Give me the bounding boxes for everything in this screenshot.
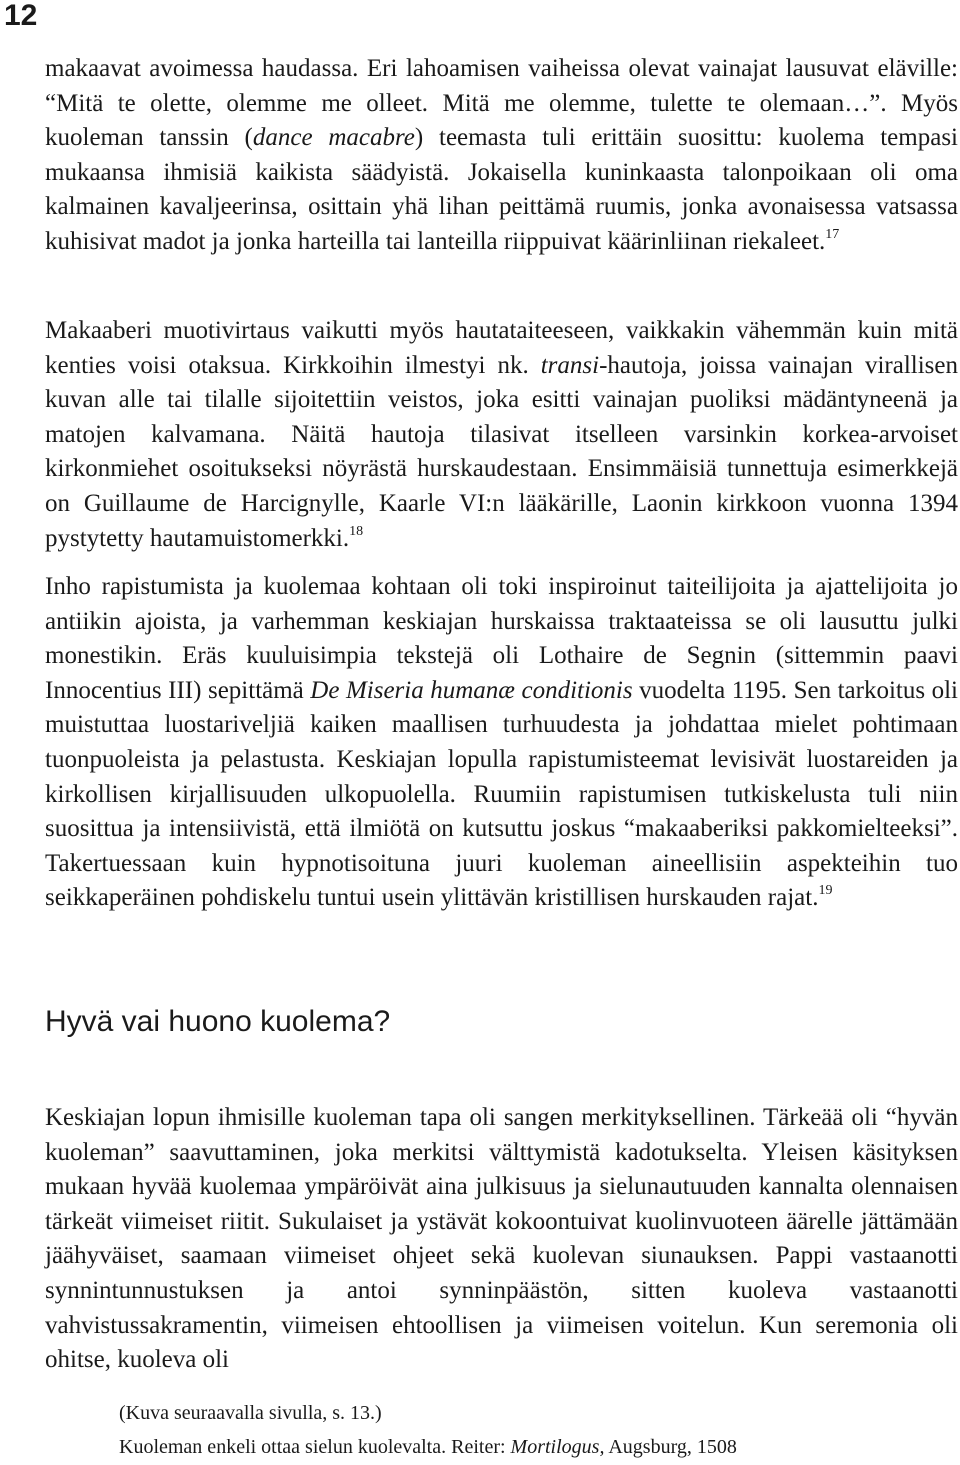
figure-caption-source: Augsburg, 1508	[604, 1436, 737, 1458]
footnote-marker-18: 18	[349, 523, 364, 539]
paragraph-1-text: makaavat avoimessa haudassa. Eri lahoamisen vaiheissa olevat vainajat lausuvat eläville: “Mitä te olette, olemme me olleet. Mitä me olemme, tulette te olemaan…”. Myös kuoleman tanssin (	[45, 55, 958, 152]
footnote-marker-19: 19	[818, 883, 833, 899]
paragraph-2-text-continued: -hautoja, joissa vainajan virallisen kuvan alle tai tilalle sijoitettiin veistos, joka esitti vainajan puoliksi mädäntyneenä ja matojen kalvamana. Näitä hautoja tilasivat itselleen varsinkin korkea-arvoiset kirkonmiehet osoitukseksi nöyrästä hurskaudestaan. Ensimmäisiä tunnettuja esimerkkejä on Guillaume de Harcignylle, Kaarle VI:n lääkärille, Laonin kirkkoon vuonna 1394 pystytetty hautamuistomerkki.	[45, 351, 958, 552]
paragraph-3-italic-title: De Miseria humanæ conditionis	[310, 676, 633, 704]
figure-caption	[119, 1434, 939, 1460]
caption-page-reference: (Kuva seuraavalla sivulla, s. 13.)	[119, 1402, 382, 1424]
paragraph-3-text-continued: vuodelta 1195. Sen tarkoitus oli muistuttaa luostariveljiä kaiken maallisen turhuudesta ja johdattaa mielet pohtimaan tuonpuoleista ja pelastusta. Keskiajan lopulla rapistumisteemat levisivät luostareiden ja kirkollisen kirjallisuuden ulkopuolella. Ruumiin rapistumisen tutkiskelusta tuli niin suosittua ja intensiivistä, että ilmiötä on kutsuttu joskus “makaaberiksi pakkomielteeksi”. Takertuessaan kuin hypnotisoituna juuri kuoleman aineellisiin aspekteihin tuo seikkaperäinen pohdiskelu tuntui usein ylittävän kristillisen hurskauden rajat.	[45, 676, 958, 912]
figure-caption-text: Kuoleman enkeli ottaa sielun kuolevalta. Reiter:	[119, 1436, 511, 1458]
paragraph-2-text: Makaaberi muotivirtaus vaikutti myös hautataiteeseen, vaikkakin vähemmän kuin mitä kenties voisi otaksua. Kirkkoihin ilmestyi nk.	[45, 317, 958, 379]
paragraph-1	[45, 52, 958, 260]
paragraph-3-text: Inho rapistumista ja kuolemaa kohtaan oli toki inspiroinut taiteilijoita ja ajattelijoita jo antiikin ajoista, ja varhemman keskiajan hurskaissa traktaateissa se oli lausuttu julki monestikin. Eräs kuuluisimpia tekstejä oli Lothaire de Segnin (sittemmin paavi Innocentius III) sepittämä	[45, 573, 958, 704]
footnote-marker-17: 17	[825, 226, 840, 242]
section-heading: Hyvä vai huono kuolema?	[45, 1005, 391, 1038]
paragraph-1-text-continued: ) teemasta tuli erittäin suosittu: kuolema tempasi mukaansa ihmisiä kaikista säädyistä. Jokaisella kuninkaasta talonpoikaan oli oma kalmainen kavaljeerinsa, osittain yhä lihan peittämä ruumis, jonka avonaisessa vatsassa kuhisivat madot ja jonka harteilla tai lanteilla riippuivat käärinliinan riekaleet.	[45, 124, 958, 255]
paragraph-1-italic-term: dance macabre	[252, 124, 415, 152]
page-number: 12	[4, 0, 38, 32]
figure-caption-book-title: Mortilogus,	[510, 1436, 605, 1458]
paragraph-2-italic-term: transi	[540, 351, 600, 379]
paragraph-2	[45, 314, 958, 556]
paragraph-3	[45, 570, 958, 916]
paragraph-4: Keskiajan lopun ihmisille kuoleman tapa oli sangen merkityksellinen. Tärkeää oli “hyvän kuoleman” saavuttaminen, joka merkitsi välttymistä kadotukselta. Yleisen käsityksen mukaan hyvää kuolemaa ympäröivät aina julkisuus ja sielunautuuden kannalta olennaisen tärkeät viimeiset riitit. Sukulaiset ja ystävät kokoontuivat kuolinvuoteen äärelle jättämään jäähyväiset, saamaan viimeiset ohjeet sekä kuolevan siunauksen. Pappi vastaanotti synnintunnustuksen ja antoi synninpäästön, sitten kuoleva vastaanotti vahvistussakramentin, viimeisen ehtoollisen ja viimeisen voitelun. Kun seremonia oli ohitse, kuoleva oli	[45, 1104, 958, 1374]
